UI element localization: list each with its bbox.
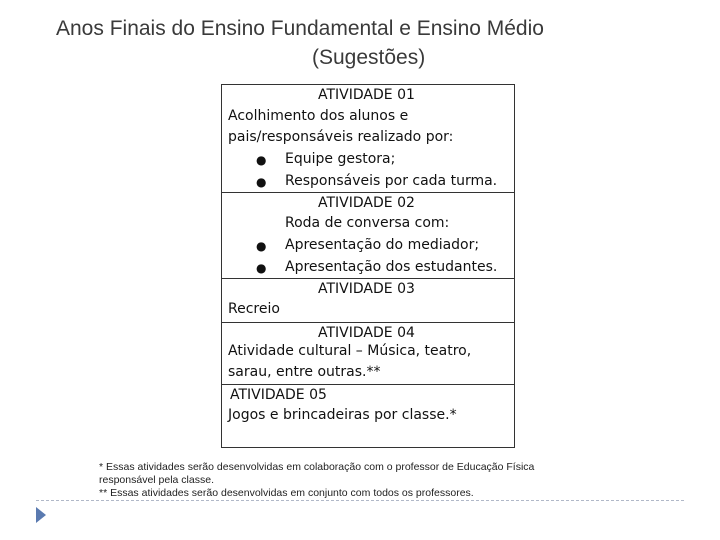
activity-02-heading: ATIVIDADE 02 xyxy=(318,195,415,211)
activity-02-line-1: Roda de conversa com: xyxy=(285,215,450,231)
activity-01-heading: ATIVIDADE 01 xyxy=(318,87,415,103)
activity-04-heading: ATIVIDADE 04 xyxy=(318,325,415,341)
title-line-1: Anos Finais do Ensino Fundamental e Ensino Médio xyxy=(56,17,544,40)
footnote-1-line-2: responsável pela classe. xyxy=(99,474,214,486)
activity-04-line-1: Atividade cultural – Música, teatro, xyxy=(228,343,472,359)
bullet-icon: ● xyxy=(256,175,267,189)
activity-05-cell xyxy=(222,385,514,447)
footnote-1-line-1: * Essas atividades serão desenvolvidas em colaboração com o professor de Educação Física xyxy=(99,461,535,473)
activity-01-bullet-2: Responsáveis por cada turma. xyxy=(285,173,498,189)
activity-01-line-2: pais/responsáveis realizado por: xyxy=(228,129,454,145)
bullet-icon: ● xyxy=(256,153,267,167)
activities-table xyxy=(221,84,515,448)
activity-02-bullet-2: Apresentação dos estudantes. xyxy=(285,259,498,275)
page-title xyxy=(56,14,636,72)
activity-04-cell xyxy=(222,323,514,385)
activity-03-heading: ATIVIDADE 03 xyxy=(318,281,415,297)
activity-02-cell xyxy=(222,193,514,279)
activity-01-bullet-1: Equipe gestora; xyxy=(285,151,396,167)
footnote-2: ** Essas atividades serão desenvolvidas em conjunto com todos os professores. xyxy=(99,487,474,499)
activity-03-cell xyxy=(222,279,514,323)
bullet-icon: ● xyxy=(256,261,267,275)
activity-01-line-1: Acolhimento dos alunos e xyxy=(228,108,409,124)
activity-04-line-2: sarau, entre outras.** xyxy=(228,364,381,380)
bullet-icon: ● xyxy=(256,239,267,253)
activity-03-line-1: Recreio xyxy=(228,301,280,317)
footnotes xyxy=(99,461,639,500)
activity-05-heading: ATIVIDADE 05 xyxy=(230,387,327,403)
title-line-2: (Sugestões) xyxy=(312,46,426,69)
dashed-divider xyxy=(36,500,684,501)
activity-02-bullet-1: Apresentação do mediador; xyxy=(285,237,480,253)
activity-01-cell xyxy=(222,85,514,193)
arrow-icon xyxy=(36,507,46,523)
activity-05-line-1: Jogos e brincadeiras por classe.* xyxy=(228,407,457,423)
